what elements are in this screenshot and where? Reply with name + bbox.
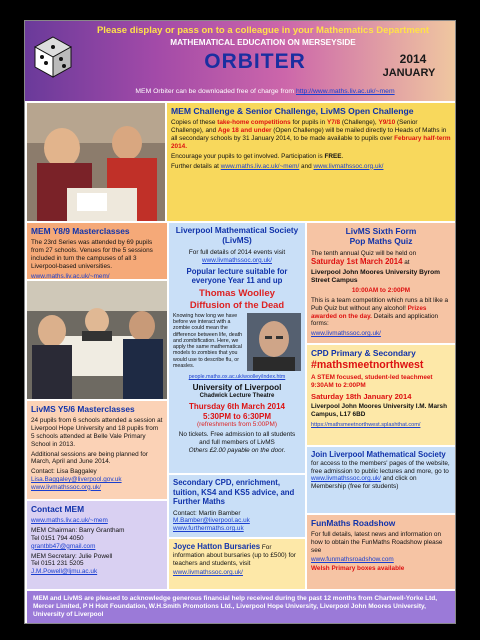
livms-abstract-link[interactable]: people.maths.ox.ac.uk/woolley/index.htm: [188, 373, 286, 380]
poster: [24, 20, 456, 624]
masterclass-y89-section: [27, 223, 167, 279]
sixthform-intro: The tenth annual Quiz will be held on: [311, 249, 417, 257]
bursaries-body: Joyce Hatton Bursaries For information about bursaries (up to £500) for teachers and students, visit: [173, 542, 296, 567]
cpd-primary-link[interactable]: https://mathsmeetnorthwest.splashthat.com/: [311, 421, 421, 428]
funmaths-link[interactable]: www.funmathsroadshow.com: [311, 555, 394, 563]
livms-section: [169, 223, 305, 473]
issue-year: 2014: [399, 52, 427, 66]
livms-theatre: Chadwick Lecture Theatre: [199, 392, 275, 399]
contact-title: Contact MEM: [31, 504, 85, 514]
y56-body-2: Additional sessions are being planned for March, April and June 2014.: [31, 450, 148, 466]
sixthform-body: This is a team competition which runs a bit like a Pub Quiz but without any alcohol! Prizes awarded on the day. Details and application forms:: [311, 297, 449, 328]
challenge-link-mem[interactable]: www.maths.liv.ac.uk/~mem/: [220, 162, 300, 170]
challenge-section: [167, 103, 455, 221]
join-section: [307, 447, 455, 513]
livms-talk-title: Diffusion of the Dead: [189, 299, 285, 311]
y56-section: [27, 401, 167, 499]
y56-email[interactable]: Lisa.Baggaley@liverpool.gov.uk: [31, 475, 122, 483]
funmaths-section: [307, 515, 455, 589]
livms-date: Thursday 6th March 2014: [188, 401, 286, 411]
masterclass-y89-link[interactable]: www.maths.liv.ac.uk/~mem/: [31, 272, 110, 279]
cpd-secondary-email[interactable]: M.Bamber@liverpool.ac.uk: [173, 517, 250, 525]
contact-secretary-email[interactable]: J.M.Powell@ljmu.ac.uk: [31, 568, 98, 576]
challenge-body: Copies of these take-home competitions for pupils in Y7/8 (Challenge), Y9/10 (Senior Challenge), and Age 18 and under (Open Challenge) will be mailed directly to Heads of Maths in all secondary schools by 31 January 2014, to be made available to pupils over February half-term 2014.: [171, 119, 451, 150]
cpd-primary-date: Saturday 18th January 2014: [311, 391, 412, 401]
cpd-secondary-link[interactable]: www.furthermaths.org.uk: [173, 525, 244, 533]
header-subtitle: MATHEMATICAL EDUCATION ON MERSEYSIDE: [170, 38, 356, 47]
bursaries-link[interactable]: www.livmathssoc.org.uk/: [173, 569, 243, 577]
y56-link[interactable]: www.livmathssoc.org.uk/: [31, 483, 101, 491]
challenge-further: Further details at www.maths.liv.ac.uk/~mem/ and www.livmathssoc.org.uk/: [171, 162, 384, 170]
challenge-title: MEM Challenge & Senior Challenge, LivMS Open Challenge: [171, 106, 414, 116]
sixthform-title-2: Pop Maths Quiz: [349, 236, 413, 247]
livms-refreshments: (refreshments from 5:00PM): [197, 421, 277, 429]
livms-venue: University of Liverpool: [192, 382, 282, 392]
masterclass-y89-title: MEM Y8/9 Masterclasses: [31, 226, 130, 236]
livms-abstract-wrap: [173, 313, 301, 373]
masterclass-y89-body: The 23rd Series was attended by 69 pupils from 27 schools. Venues for the 5 sessions included in turn the campuses of all 3 Liverpool-based universities.: [31, 239, 153, 270]
contact-secretary: MEM Secretary: Julie Powell: [31, 552, 113, 560]
footer-acknowledgement: [27, 591, 455, 623]
newsletter-title: ORBITER: [204, 50, 306, 73]
sixthform-venue: Liverpool John Moores University Byrom Street Campus: [311, 269, 440, 285]
sixthform-section: LivMS Sixth Form Pop Maths Quiz The tenth annual Quiz will be held on Saturday 1st March 2014 at Liverpool John Moores University Byrom Street Campus 10:00AM to 2:00PM This is a team competition which runs a bit like a Pub Quiz but without any alcohol! Prizes awarded on the day. Details and application forms: www.livmathssoc.org.uk/: [307, 223, 455, 343]
join-title: Join Liverpool Mathematical Society: [311, 450, 446, 459]
footer-text: MEM and LivMS are pleased to acknowledge generous financial help received during the past 12 months from Chartwell-Yorke Ltd, Mercer Limited, P H Holt Foundation, W.H.Smith Promotions Ltd., Liverpool Hope University, Liverpool John Moores University, University of Liverpool: [33, 595, 438, 618]
cpd-primary-hashtag: #mathsmeetnorthwest: [311, 359, 424, 372]
cpd-secondary-title: Secondary CPD, enrichment, tuition, KS4 and KS5 advice, and Further Maths: [173, 478, 295, 506]
sixthform-date: Saturday 1st March 2014: [311, 257, 403, 267]
contact-chair: MEM Chairman: Barry Grantham: [31, 527, 125, 535]
y56-body: 24 pupils from 6 schools attended a session at Liverpool Hope University and 18 pupils from 5 schools attended at Belle Vale Primary School in 2013.: [31, 417, 163, 448]
funmaths-title: FunMaths Roadshow: [311, 518, 396, 528]
funmaths-body: For full details, latest news and information on how to obtain the FunMaths Roadshow please see: [311, 531, 443, 554]
sixthform-title-1: LivMS Sixth Form: [345, 226, 417, 236]
y56-title: LivMS Y5/6 Masterclasses: [31, 404, 135, 414]
cpd-secondary-section: [169, 475, 305, 537]
speaker-photo: [247, 313, 301, 371]
livms-others: Others £2.00 payable on the door.: [188, 446, 286, 454]
y56-contact: Contact: Lisa Baggaley: [31, 468, 97, 476]
contact-chair-tel: Tel 0151 794 4050: [31, 534, 84, 542]
livms-title: Liverpool Mathematical Society (LivMS): [175, 226, 299, 245]
bursaries-title: Joyce Hatton Bursaries: [173, 542, 261, 551]
issue-month: JANUARY: [382, 67, 436, 79]
bursaries-section: [169, 539, 305, 589]
photo-masterclass: [27, 281, 167, 399]
challenge-encourage: Encourage your pupils to get involved. Participation is FREE.: [171, 152, 344, 160]
header-notice: Please display or pass on to a colleague in your Mathematics Department: [96, 25, 430, 36]
sixthform-link[interactable]: www.livmathssoc.org.uk/: [311, 330, 381, 338]
join-body: Join Liverpool Mathematical Society for access to the members' pages of the website, free admission to public lectures and more, go to www.livmathssoc.org.uk/ and click on Membership (free for students): [311, 450, 450, 491]
contact-section: [27, 501, 167, 589]
contact-chair-email[interactable]: grantbb47@gmail.com: [31, 542, 96, 550]
cpd-primary-title: CPD Primary & Secondary: [311, 348, 416, 358]
cpd-primary-section: [307, 345, 455, 445]
livms-body: For full details of 2014 events visit: [188, 249, 286, 256]
cpd-primary-teachmeet: A STEM focused, student-led teachmeet 9:30AM to 2:00PM: [311, 374, 433, 389]
livms-abstract: Knowing how long we have before we interact with a zombie could mean the difference between life, death and zombification. Here, we apply the same mathematical models to zombies that you would use to describe flu, or measles.: [173, 312, 243, 369]
livms-time: 5:30PM to 6:30PM: [202, 411, 272, 421]
livms-link[interactable]: www.livmathssoc.org.uk/: [202, 256, 272, 264]
livms-speaker: Thomas Woolley: [198, 287, 276, 299]
cpd-primary-venue: Liverpool John Moores University I.M. Marsh Campus, L17 6BD: [311, 403, 448, 418]
challenge-link-livms[interactable]: www.livmathssoc.org.uk/: [313, 162, 384, 170]
join-link[interactable]: www.livmathssoc.org.uk/: [311, 475, 381, 483]
header-banner: [25, 21, 456, 101]
contact-link[interactable]: www.maths.liv.ac.uk/~mem: [31, 517, 108, 525]
photo-students-challenge: [27, 103, 165, 221]
funmaths-boxes: Welsh Primary boxes available: [311, 564, 405, 572]
download-link[interactable]: http://www.maths.liv.ac.uk/~mem: [295, 88, 395, 95]
livms-tickets: No tickets. Free admission to all students and full members of LivMS: [178, 431, 296, 447]
contact-secretary-tel: Tel 0151 231 5205: [31, 560, 84, 568]
cube-logo-icon: [33, 35, 73, 79]
livms-lecture: Popular lecture suitable for everyone Year 11 and up: [186, 266, 288, 286]
download-note: MEM Orbiter can be downloaded free of charge from http://www.maths.liv.ac.uk/~mem: [135, 88, 395, 95]
cpd-secondary-contact: Contact: Martin Bamber: [173, 509, 241, 517]
sixthform-time: 10:00AM to 2:00PM: [351, 287, 411, 295]
